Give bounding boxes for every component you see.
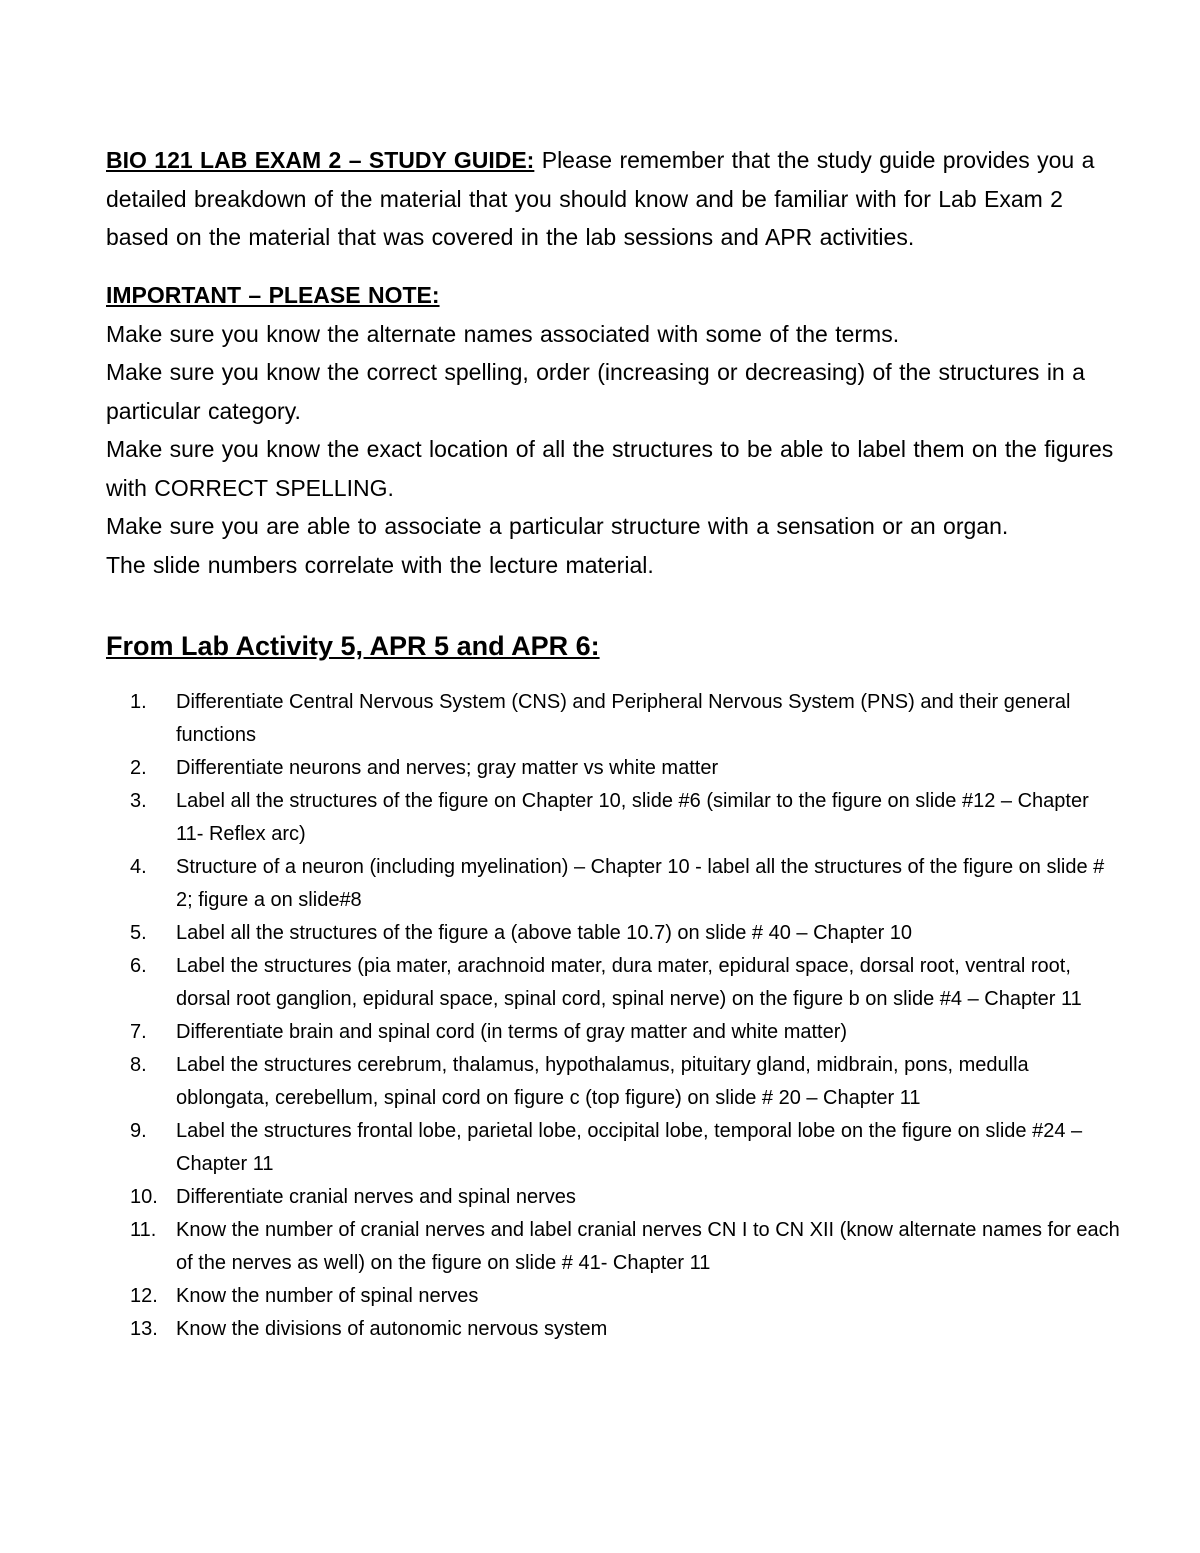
list-item bbox=[130, 1016, 1120, 1049]
list-item bbox=[130, 1115, 1120, 1181]
intro-text: Please remember that the study guide provides you a detailed breakdown of the material that you should know and be familiar with for Lab Exam 2 based on the material that was covered in the lab sessions and APR activities. bbox=[106, 147, 1095, 250]
item-number: 1. bbox=[130, 691, 147, 713]
item-text: Know the number of spinal nerves bbox=[176, 1285, 479, 1307]
item-number: 10. bbox=[130, 1186, 158, 1208]
item-text: Label all the structures of the figure on Chapter 10, slide #6 (similar to the figure on slide #12 – Chapter 11- Reflex arc) bbox=[176, 790, 1089, 845]
list-item bbox=[130, 1181, 1120, 1214]
item-number: 7. bbox=[130, 1021, 147, 1043]
item-text: Label all the structures of the figure a (above table 10.7) on slide # 40 – Chapter 10 bbox=[176, 922, 913, 944]
note-line: Make sure you know the correct spelling, order (increasing or decreasing) of the structures in a particular category. bbox=[106, 359, 1085, 424]
item-number: 11. bbox=[130, 1219, 157, 1241]
list-item bbox=[130, 752, 1120, 785]
item-number: 8. bbox=[130, 1054, 147, 1076]
list-item bbox=[130, 950, 1120, 1016]
item-text: Know the number of cranial nerves and label cranial nerves CN I to CN XII (know alternate names for each of the nerves as well) on the figure on slide # 41- Chapter 11 bbox=[176, 1219, 1120, 1274]
list-item bbox=[130, 1049, 1120, 1115]
section-heading: From Lab Activity 5, APR 5 and APR 6: bbox=[106, 631, 600, 661]
item-text: Differentiate Central Nervous System (CNS) and Peripheral Nervous System (PNS) and their general functions bbox=[176, 691, 1071, 746]
list-item bbox=[130, 1214, 1120, 1280]
item-text: Know the divisions of autonomic nervous system bbox=[176, 1318, 608, 1340]
note-line: The slide numbers correlate with the lecture material. bbox=[106, 551, 654, 578]
item-number: 12. bbox=[130, 1285, 158, 1307]
list-item bbox=[130, 686, 1120, 752]
item-number: 2. bbox=[130, 757, 147, 779]
item-text: Differentiate neurons and nerves; gray matter vs white matter bbox=[176, 757, 719, 779]
important-heading: IMPORTANT – PLEASE NOTE: bbox=[106, 282, 440, 308]
item-text: Differentiate brain and spinal cord (in terms of gray matter and white matter) bbox=[176, 1021, 848, 1043]
note-line: Make sure you are able to associate a particular structure with a sensation or an organ. bbox=[106, 513, 1009, 539]
item-number: 5. bbox=[130, 922, 147, 944]
important-note-block bbox=[106, 276, 1116, 584]
note-line: Make sure you know the alternate names associated with some of the terms. bbox=[106, 320, 900, 347]
item-number: 4. bbox=[130, 856, 147, 878]
item-text: Label the structures frontal lobe, parietal lobe, occipital lobe, temporal lobe on the figure on slide #24 – Chapter 11 bbox=[176, 1120, 1083, 1175]
item-number: 6. bbox=[130, 955, 147, 977]
item-text: Structure of a neuron (including myelination) – Chapter 10 - label all the structures of the figure on slide # 2; figure a on slide#8 bbox=[176, 856, 1105, 911]
intro-paragraph bbox=[106, 141, 1116, 257]
item-number: 13. bbox=[130, 1318, 158, 1340]
topic-list bbox=[130, 686, 1120, 1346]
list-item bbox=[130, 785, 1120, 851]
item-number: 9. bbox=[130, 1120, 147, 1142]
study-guide-title: BIO 121 LAB EXAM 2 – STUDY GUIDE: bbox=[106, 147, 535, 173]
item-text: Differentiate cranial nerves and spinal nerves bbox=[176, 1186, 576, 1208]
list-item bbox=[130, 1313, 1120, 1346]
item-text: Label the structures cerebrum, thalamus, hypothalamus, pituitary gland, midbrain, pons, medulla oblongata, cerebellum, spinal cord on figure c (top figure) on slide # 20 – Chapter 11 bbox=[176, 1054, 1029, 1109]
item-number: 3. bbox=[130, 790, 147, 812]
item-text: Label the structures (pia mater, arachnoid mater, dura mater, epidural space, dorsal root, ventral root, dorsal root ganglion, epidural space, spinal cord, spinal nerve) on the figure b on slide #4 – Chapter 11 bbox=[176, 955, 1082, 1010]
note-line: Make sure you know the exact location of all the structures to be able to label them on the figures with CORRECT SPELLING. bbox=[106, 436, 1114, 501]
list-item bbox=[130, 917, 1120, 950]
list-item bbox=[130, 1280, 1120, 1313]
list-item bbox=[130, 851, 1120, 917]
